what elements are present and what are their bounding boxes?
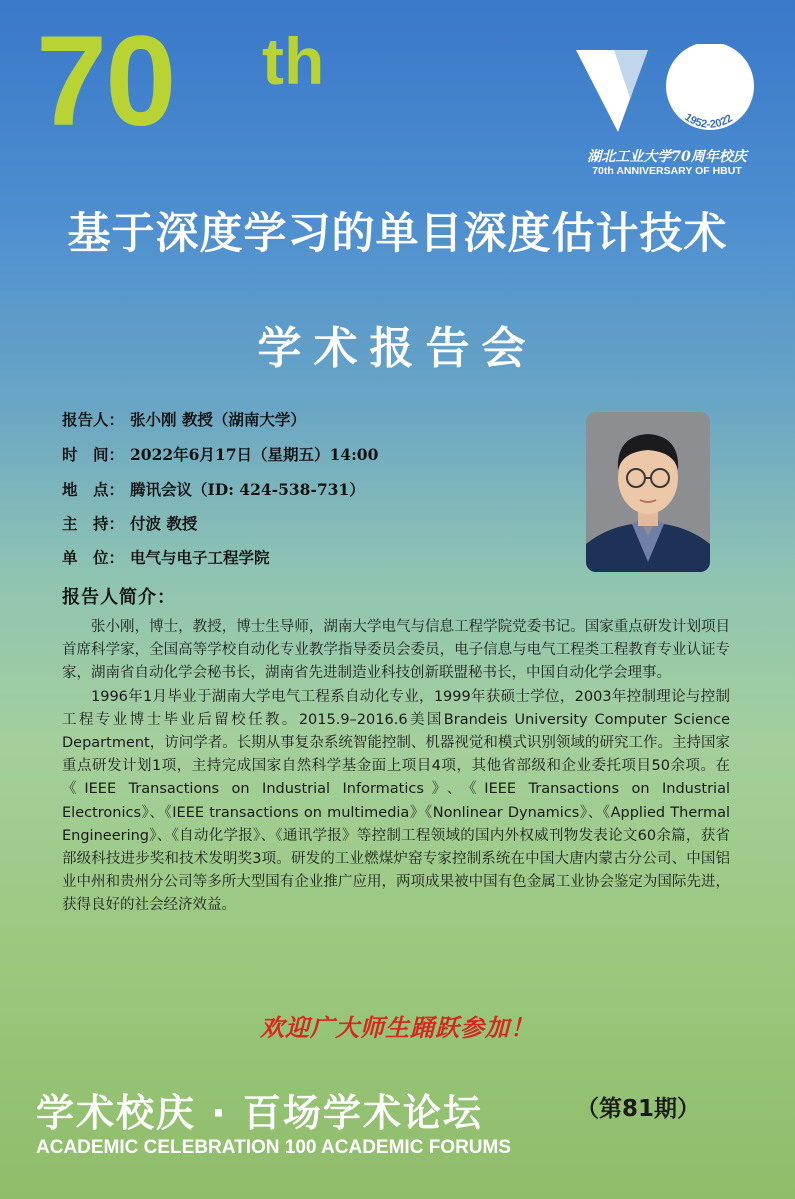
info-organizer bbox=[62, 546, 270, 568]
info-label: 主 持： bbox=[62, 514, 125, 533]
anniversary-suffix: th bbox=[262, 24, 325, 98]
info-value: 电气与电子工程学院 bbox=[130, 548, 270, 567]
info-value: 腾讯会议（ID: 424-538-731） bbox=[130, 480, 365, 499]
info-value: 张小刚 教授（湖南大学） bbox=[130, 410, 306, 429]
anniversary-number: 70 bbox=[36, 10, 175, 153]
speaker-bio bbox=[62, 616, 730, 918]
info-label: 地 点： bbox=[62, 480, 125, 499]
info-label: 单 位： bbox=[62, 548, 125, 567]
info-value: 2022年6月17日（星期五）14:00 bbox=[130, 445, 379, 464]
info-value: 付波 教授 bbox=[130, 514, 198, 533]
hbut-logo bbox=[574, 44, 760, 184]
bio-paragraph: 1996年1月毕业于湖南大学电气工程系自动化专业，1999年获硕士学位，2003年控制理论与控制工程专业博士毕业后留校任教。2015.9–2016.6美国Brandeis University Computer Science Department，访问学者。长期从事复杂系统智能控制、机器视觉和模式识别领域的研究工作。主持国家重点研发计划1项，主持完成国家自然科学基金面上项目4项，其他省部级和企业委托项目50余项。在《IEEE Transactions on Industrial Informatics》、《IEEE Transactions on Industrial Electronics》、《IEEE transactions on multimedia》《Nonlinear Dynamics》、《Applied Thermal Engineering》、《自动化学报》、《通讯学报》等控制工程领域的国内外权威刊物发表论文60余篇，获省部级科技进步奖和技术发明奖3项。研发的工业燃煤炉窑专家控制系统在中国大唐内蒙古分公司、中国铝业中州和贵州分公司等多所大型国有企业推广应用，两项成果被中国有色金属工业协会鉴定为国际先进，获得良好的社会经济效益。 bbox=[62, 688, 730, 914]
speaker-photo bbox=[586, 412, 710, 572]
lecture-title: 基于深度学习的单目深度估计技术 bbox=[67, 209, 728, 259]
logo-name-en: 70th ANNIVERSARY OF HBUT bbox=[592, 165, 742, 177]
forum-issue: （第81期） bbox=[576, 1096, 701, 1122]
bio-heading: 报告人简介： bbox=[62, 587, 176, 608]
info-label: 报告人： bbox=[62, 410, 125, 429]
info-time bbox=[62, 443, 378, 465]
lecture-subtitle: 学术报告会 bbox=[257, 323, 538, 374]
bio-paragraph: 张小刚，博士，教授，博士生导师，湖南大学电气与信息工程学院党委书记。国家重点研发计划项目首席科学家，全国高等学校自动化专业教学指导委员会委员，电子信息与电气工程类工程教育专业认证专家，湖南省自动化学会秘书长，湖南省先进制造业科技创新联盟秘书长，中国自动化学会理事。 bbox=[62, 619, 730, 682]
logo-name-cn: 湖北工业大学70周年校庆 bbox=[587, 149, 747, 165]
info-host bbox=[62, 512, 197, 534]
hbut-70-anniversary-logo-icon bbox=[574, 44, 760, 144]
info-speaker bbox=[62, 408, 306, 430]
welcome-message: 欢迎广大师生踊跃参加！ bbox=[260, 1013, 535, 1042]
forum-title-cn: 学术校庆 · 百场学术论坛 bbox=[36, 1091, 483, 1135]
info-label: 时 间： bbox=[62, 445, 125, 464]
forum-title-en: ACADEMIC CELEBRATION 100 ACADEMIC FORUMS bbox=[36, 1137, 512, 1158]
logo-years: 1952-2022 bbox=[682, 111, 735, 131]
info-location bbox=[62, 478, 365, 500]
